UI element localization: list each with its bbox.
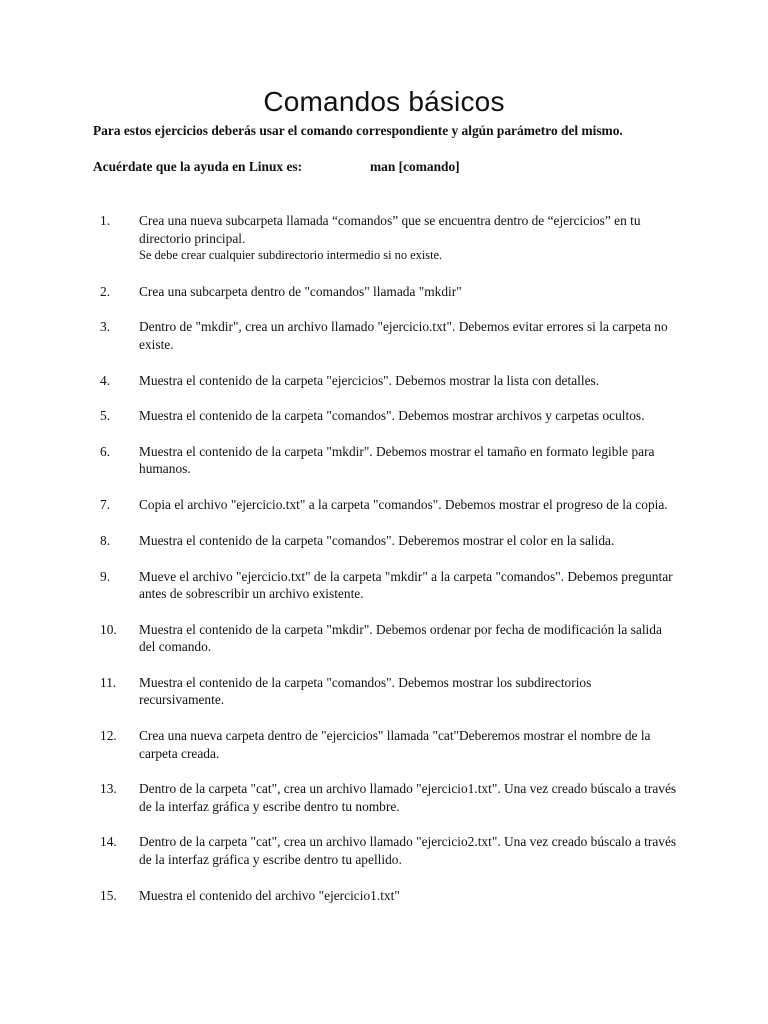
exercise-body xyxy=(139,443,679,478)
exercise-item-8 xyxy=(0,532,768,550)
exercise-item-2 xyxy=(0,283,768,301)
exercise-number: 14. xyxy=(100,834,117,850)
exercise-text: Crea una nueva subcarpeta llamada “comandos” que se encuentra dentro de “ejercicios” en tu directorio principal. xyxy=(139,213,641,246)
exercise-body xyxy=(139,372,679,390)
exercise-item-7 xyxy=(0,496,768,514)
exercise-body xyxy=(139,621,679,656)
exercise-number: 4. xyxy=(100,372,111,388)
exercise-body xyxy=(139,887,679,905)
exercise-body xyxy=(139,674,679,709)
exercise-list xyxy=(0,212,768,922)
intro-text: Para estos ejercicios deberás usar el comando correspondiente y algún parámetro del mismo. xyxy=(93,123,623,138)
exercise-item-5 xyxy=(0,407,768,425)
exercise-text: Dentro de "mkdir", crea un archivo llamado "ejercicio.txt". Debemos evitar errores si la carpeta no existe. xyxy=(139,319,668,352)
exercise-text: Muestra el contenido de la carpeta "comandos". Deberemos mostrar el color en la salida. xyxy=(139,532,615,548)
exercise-item-4 xyxy=(0,372,768,390)
exercise-number: 5. xyxy=(100,408,111,424)
help-command: man [comando] xyxy=(370,159,460,174)
page-title: Comandos básicos xyxy=(263,86,505,117)
exercise-body xyxy=(139,318,679,353)
exercise-body xyxy=(139,407,679,425)
exercise-number: 1. xyxy=(100,213,111,228)
exercise-number: 10. xyxy=(100,621,117,637)
exercise-number: 12. xyxy=(100,728,117,744)
exercise-note: Se debe crear cualquier subdirectorio intermedio si no existe. xyxy=(139,248,443,262)
exercise-item-15 xyxy=(0,887,768,905)
exercise-text: Crea una nueva carpeta dentro de "ejercicios" llamada "cat"Deberemos mostrar el nombre de la carpeta creada. xyxy=(139,728,651,761)
exercise-item-14 xyxy=(0,833,768,868)
exercise-text: Muestra el contenido de la carpeta "comandos". Debemos mostrar archivos y carpetas ocultos. xyxy=(139,408,645,424)
exercise-text: Dentro de la carpeta "cat", crea un archivo llamado "ejercicio2.txt". Una vez creado búscalo a través de la interfaz gráfica y escribe dentro tu apellido. xyxy=(139,834,677,867)
exercise-text: Crea una subcarpeta dentro de "comandos" llamada "mkdir" xyxy=(139,283,462,299)
exercise-number: 11. xyxy=(100,674,117,690)
exercise-text: Dentro de la carpeta "cat", crea un archivo llamado "ejercicio1.txt". Una vez creado búscalo a través de la interfaz gráfica y escribe dentro tu nombre. xyxy=(139,781,677,814)
exercise-body xyxy=(139,780,679,815)
exercise-body xyxy=(139,833,679,868)
exercise-text: Muestra el contenido de la carpeta "comandos". Debemos mostrar los subdirectorios recursivamente. xyxy=(139,674,592,708)
exercise-text: Muestra el contenido del archivo "ejercicio1.txt" xyxy=(139,887,400,903)
exercise-body xyxy=(139,568,679,603)
exercise-text: Muestra el contenido de la carpeta "mkdir". Debemos mostrar el tamaño en formato legible para humanos. xyxy=(139,443,655,477)
exercise-body xyxy=(139,496,679,514)
exercise-body xyxy=(139,212,679,265)
exercise-item-3 xyxy=(0,318,768,353)
exercise-number: 3. xyxy=(100,319,111,335)
exercise-item-6 xyxy=(0,443,768,478)
help-line xyxy=(93,159,460,175)
exercise-item-13 xyxy=(0,780,768,815)
exercise-text: Muestra el contenido de la carpeta "mkdir". Debemos ordenar por fecha de modificación la salida del comando. xyxy=(139,621,662,655)
exercise-number: 7. xyxy=(100,497,111,513)
exercise-number: 15. xyxy=(100,887,117,903)
exercise-item-9 xyxy=(0,568,768,603)
exercise-number: 13. xyxy=(100,781,117,797)
exercise-text: Copia el archivo "ejercicio.txt" a la carpeta "comandos". Debemos mostrar el progreso de la copia. xyxy=(139,497,668,513)
exercise-item-1 xyxy=(0,212,768,265)
exercise-number: 6. xyxy=(100,443,111,459)
exercise-text: Mueve el archivo "ejercicio.txt" de la carpeta "mkdir" a la carpeta "comandos". Debemos preguntar antes de sobrescribir un archivo existente. xyxy=(139,568,673,601)
exercise-item-11 xyxy=(0,674,768,709)
exercise-body xyxy=(139,727,679,762)
exercise-item-10 xyxy=(0,621,768,656)
exercise-number: 8. xyxy=(100,532,111,548)
exercise-number: 2. xyxy=(100,283,111,299)
exercise-item-12 xyxy=(0,727,768,762)
exercise-text: Muestra el contenido de la carpeta "ejercicios". Debemos mostrar la lista con detalles. xyxy=(139,372,600,388)
exercise-body xyxy=(139,532,679,550)
exercise-number: 9. xyxy=(100,568,111,584)
help-label: Acuérdate que la ayuda en Linux es: xyxy=(93,159,303,174)
exercise-body xyxy=(139,283,679,301)
